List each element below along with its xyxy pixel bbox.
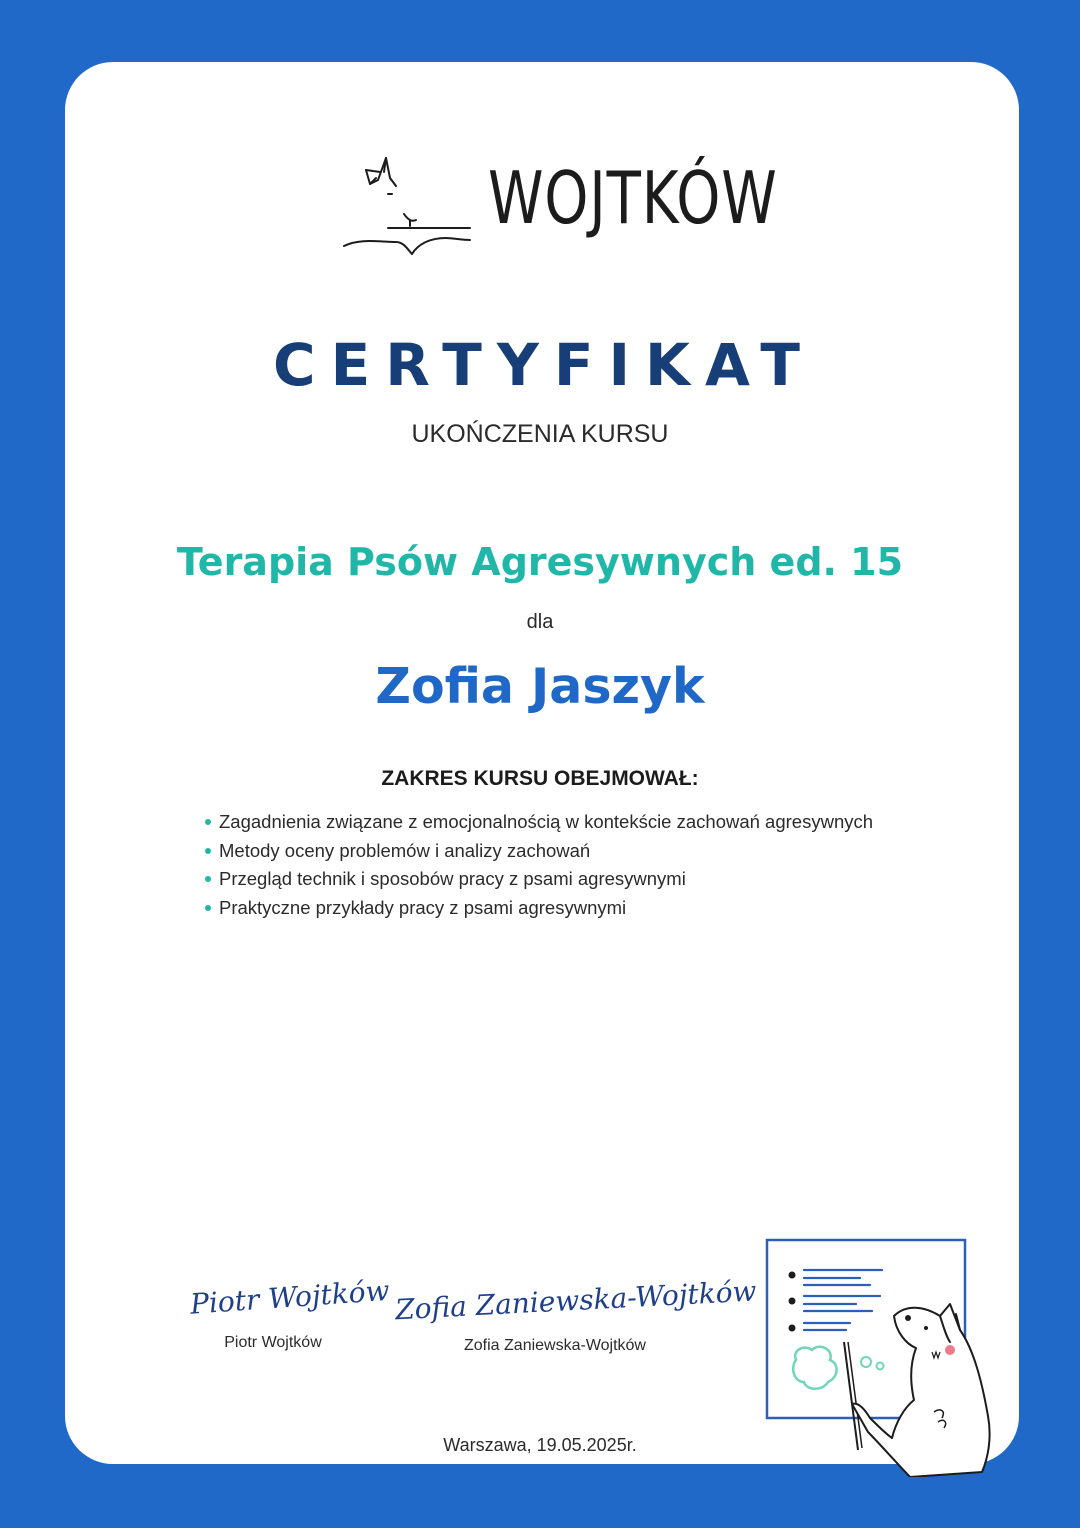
issue-date: Warszawa, 19.05.2025r. — [443, 1435, 637, 1455]
brand-wordmark: WOJTKÓW — [488, 156, 778, 240]
for-label: dla — [526, 611, 554, 633]
scope-item: Metody oceny problemów i analizy zachowań — [205, 837, 873, 866]
scope-item: Zagadnienia związane z emocjonalnością w kontekście zachowań agresywnych — [205, 808, 873, 837]
signatory-name: Piotr Wojtków — [224, 1334, 322, 1351]
signature-block-piotr — [189, 1273, 391, 1351]
signature-block-zofia — [394, 1274, 758, 1354]
brand-logo — [340, 150, 778, 260]
certificate-title: CERTYFIKAT — [273, 331, 815, 399]
certificate-subtitle: UKOŃCZENIA KURSU — [411, 420, 669, 448]
dog-presenting-whiteboard-illustration — [760, 1232, 1000, 1477]
dog-reading-book-icon — [340, 150, 480, 260]
scope-heading: ZAKRES KURSU OBEJMOWAŁ: — [381, 767, 699, 790]
course-name: Terapia Psów Agresywnych ed. 15 — [176, 540, 904, 584]
handwritten-signature: Piotr Wojtków — [189, 1273, 391, 1321]
handwritten-signature: Zofia Zaniewska-Wojtków — [394, 1274, 758, 1327]
scope-item: Przegląd technik i sposobów pracy z psami agresywnymi — [205, 865, 873, 894]
signatory-name: Zofia Zaniewska-Wojtków — [464, 1337, 646, 1354]
scope-item: Praktyczne przykłady pracy z psami agresywnymi — [205, 894, 873, 923]
recipient-name: Zofia Jaszyk — [375, 658, 705, 715]
scope-list — [205, 808, 873, 922]
